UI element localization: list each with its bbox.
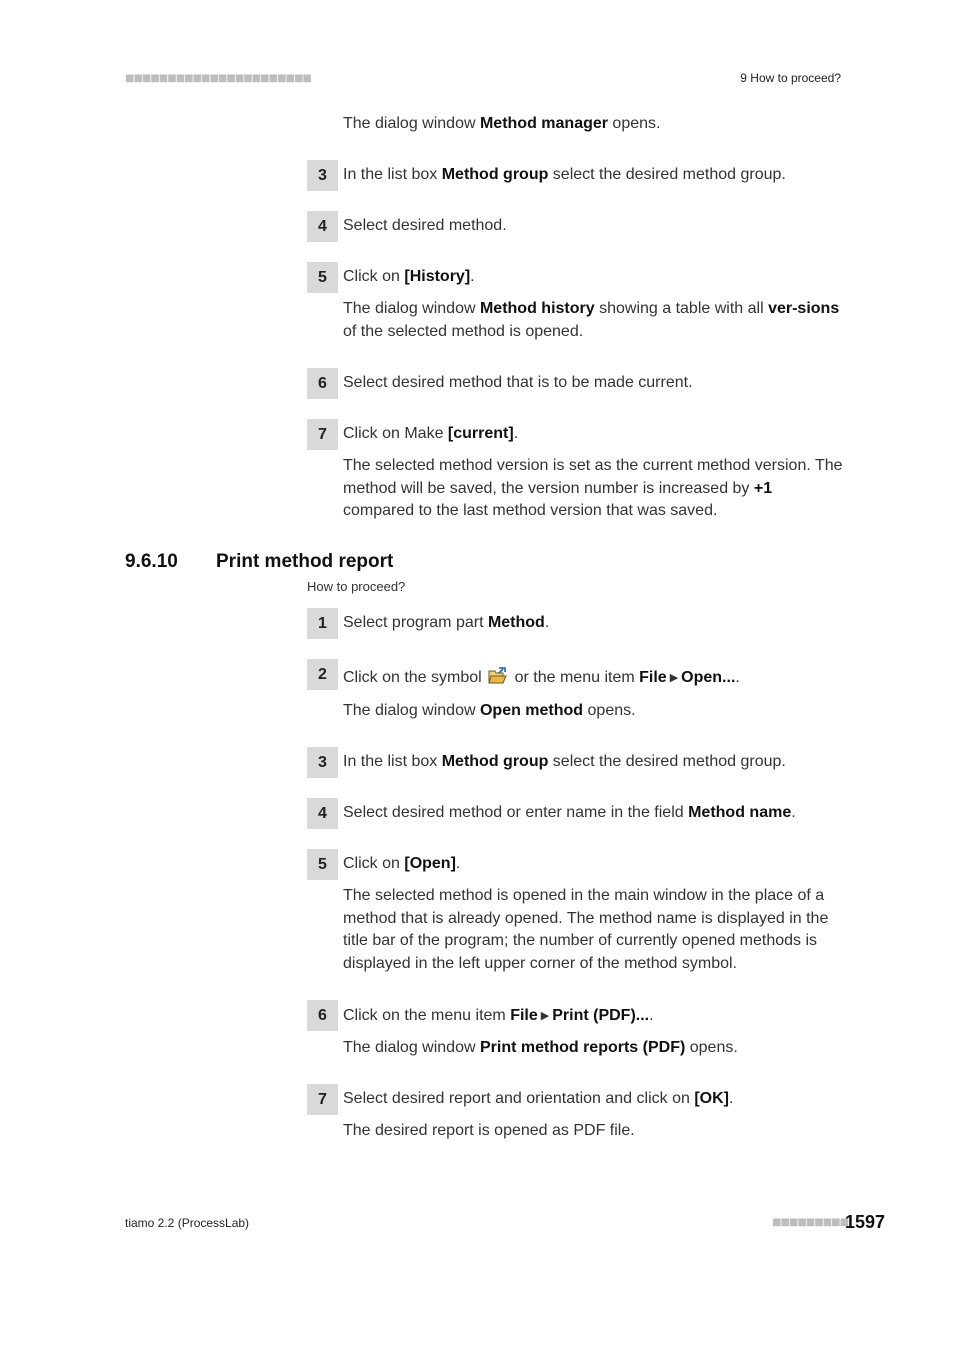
step-number: 3 (307, 160, 338, 191)
step-text: Select program part Method. (343, 614, 550, 631)
step-text: Select desired method that is to be made current. (343, 374, 693, 391)
page-number: 1597 (845, 1212, 886, 1232)
section-title: Print method report (216, 551, 394, 572)
section-number: 9.6.10 (125, 551, 178, 572)
step-text: In the list box Method group select the desired method group. (343, 753, 786, 770)
open-folder-icon (488, 667, 508, 685)
step-number: 5 (307, 849, 338, 880)
step-number: 4 (307, 211, 338, 242)
step-text: Click on [Open]. (343, 855, 461, 872)
step-number: 6 (307, 368, 338, 399)
step-text: In the list box Method group select the desired method group. (343, 166, 786, 183)
step-result: The desired report is opened as PDF file. (343, 1122, 635, 1139)
step-text: Click on [History]. (343, 268, 475, 285)
section-subheading: How to proceed? (307, 579, 406, 594)
step-result: The selected method version is set as the current method version. The method will be saved, the version number is increased by +1 compared to the last method version that was saved. (343, 457, 843, 519)
chapter-title: 9 How to proceed? (740, 71, 841, 85)
step-text: Click on Make [current]. (343, 425, 519, 442)
product-name: tiamo 2.2 (ProcessLab) (125, 1216, 250, 1230)
step-number: 7 (307, 1084, 338, 1115)
step-number: 5 (307, 262, 338, 293)
menu-arrow-icon: ▶ (669, 672, 679, 684)
footer-decoration: ■■■■■■■■■ (772, 1217, 849, 1228)
step-text: Select desired method. (343, 217, 507, 234)
header-decoration: ■■■■■■■■■■■■■■■■■■■■■■ (125, 73, 311, 84)
step-result: The selected method is opened in the main window in the place of a method that is already opened. The method name is displayed in the title bar of the program; the number of currently opened methods is displayed in the left upper corner of the method symbol. (343, 887, 829, 972)
step-text: Select desired report and orientation and click on [OK]. (343, 1090, 734, 1107)
step-result: The dialog window Method history showing a table with all ver-sions of the selected method is opened. (343, 300, 840, 340)
step-text: Select desired method or enter name in the field Method name. (343, 804, 796, 821)
step-number: 4 (307, 798, 338, 829)
intro-paragraph: The dialog window Method manager opens. (343, 115, 661, 132)
step-number: 7 (307, 419, 338, 450)
menu-arrow-icon: ▶ (540, 1010, 550, 1022)
step-text: Click on the symbol or the menu item File ▶ Open.... (343, 669, 740, 686)
step-number: 6 (307, 1000, 338, 1031)
step-text: Click on the menu item File ▶ Print (PDF).... (343, 1007, 654, 1024)
step-number: 3 (307, 747, 338, 778)
step-number: 1 (307, 608, 338, 639)
step-result: The dialog window Print method reports (PDF) opens. (343, 1039, 738, 1056)
step-result: The dialog window Open method opens. (343, 702, 636, 719)
step-number: 2 (307, 659, 338, 690)
